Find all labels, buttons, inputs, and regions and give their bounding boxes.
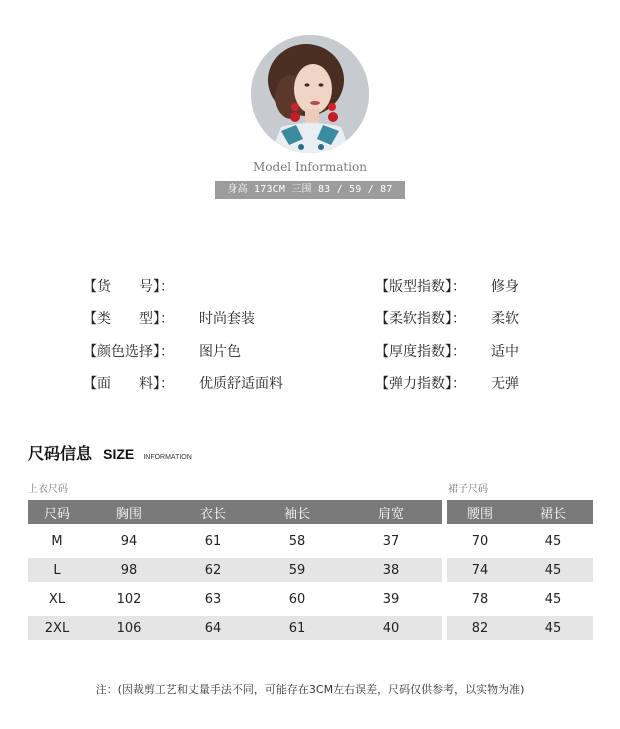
model-photo xyxy=(251,35,369,153)
table-row xyxy=(28,616,442,640)
table-cell: 82 xyxy=(447,616,513,640)
model-portrait-illustration xyxy=(251,35,369,153)
model-measurements-badge: 身高 173CM 三围 83 / 59 / 87 xyxy=(215,181,405,199)
table-cell: 38 xyxy=(340,558,442,582)
skirt-size-table xyxy=(447,500,593,640)
table-cell: 40 xyxy=(340,616,442,640)
table-cell: 106 xyxy=(86,616,172,640)
spec-type xyxy=(83,308,255,328)
header-cell: 衣长 xyxy=(172,500,254,524)
spec-value: 无弹 xyxy=(491,376,519,392)
spec-value: 优质舒适面料 xyxy=(199,376,283,392)
table-cell: 39 xyxy=(382,591,400,607)
header-cell: 腰围 xyxy=(447,500,513,524)
spec-color xyxy=(83,341,241,361)
table-cell: 58 xyxy=(288,533,306,549)
top-size-table xyxy=(28,500,442,640)
table-cell: 78 xyxy=(471,591,489,607)
table-cell: 94 xyxy=(120,533,138,549)
table-row xyxy=(447,587,593,611)
header-cell: 肩宽 xyxy=(340,500,442,524)
size-heading-en: SIZE xyxy=(103,446,135,462)
size-heading-cn: 尺码信息 xyxy=(28,444,93,463)
table-row xyxy=(28,558,442,582)
table-row xyxy=(447,558,593,582)
spec-label: 【厚度指数】： xyxy=(375,344,466,360)
spec-fit-index xyxy=(375,276,519,296)
table-row xyxy=(447,529,593,553)
spec-label: 【版型指数】： xyxy=(375,279,466,295)
table-cell: 62 xyxy=(172,558,254,582)
header-cell: 裙长 xyxy=(513,500,593,524)
model-information-title: Model Information xyxy=(253,160,367,174)
table-row xyxy=(28,529,442,553)
table-cell: XL xyxy=(48,591,66,607)
size-info-heading xyxy=(28,441,192,464)
skirt-size-label: 裙子尺码 xyxy=(448,484,488,495)
spec-thickness-index xyxy=(375,341,519,361)
table-cell: L xyxy=(28,558,86,582)
table-cell: 70 xyxy=(471,533,489,549)
table-cell: 2XL xyxy=(28,616,86,640)
table-row xyxy=(28,587,442,611)
table-cell: 60 xyxy=(288,591,306,607)
table-cell: 61 xyxy=(204,533,222,549)
table-cell: 45 xyxy=(544,591,562,607)
header-cell: 尺码 xyxy=(28,500,86,524)
header-cell: 袖长 xyxy=(254,500,340,524)
spec-label: 【弹力指数】： xyxy=(375,376,466,392)
spec-elasticity-index xyxy=(375,373,519,393)
table-cell: 59 xyxy=(254,558,340,582)
table-cell: 63 xyxy=(204,591,222,607)
top-size-label: 上衣尺码 xyxy=(28,484,68,495)
spec-label: 【类 型】： xyxy=(83,311,174,327)
table-cell: 61 xyxy=(254,616,340,640)
table-cell: M xyxy=(51,533,63,549)
spec-value: 修身 xyxy=(491,279,519,295)
spec-label: 【面 料】： xyxy=(83,376,174,392)
spec-value: 图片色 xyxy=(199,344,241,360)
table-row xyxy=(447,616,593,640)
spec-label: 【颜色选择】： xyxy=(83,344,174,360)
spec-label: 【柔软指数】： xyxy=(375,311,466,327)
spec-item-number xyxy=(83,276,174,296)
table-cell: 74 xyxy=(447,558,513,582)
measurement-note: 注：(因裁剪工艺和丈量手法不同，可能存在3CM左右误差，尺码仅供参考，以实物为准) xyxy=(95,683,525,696)
spec-softness-index xyxy=(375,308,519,328)
spec-value: 时尚套装 xyxy=(199,311,255,327)
table-cell: 102 xyxy=(116,591,142,607)
table-cell: 45 xyxy=(513,616,593,640)
spec-label: 【货 号】： xyxy=(83,279,174,295)
spec-fabric xyxy=(83,373,283,393)
table-cell: 45 xyxy=(544,533,562,549)
table-cell: 45 xyxy=(513,558,593,582)
table-cell: 98 xyxy=(86,558,172,582)
table-header-row xyxy=(28,500,442,524)
table-cell: 64 xyxy=(172,616,254,640)
header-cell: 胸围 xyxy=(86,500,172,524)
spec-value: 适中 xyxy=(491,344,519,360)
table-cell: 37 xyxy=(382,533,400,549)
spec-value: 柔软 xyxy=(491,311,519,327)
table-header-row xyxy=(447,500,593,524)
size-heading-en-small: INFORMATION xyxy=(143,454,192,461)
